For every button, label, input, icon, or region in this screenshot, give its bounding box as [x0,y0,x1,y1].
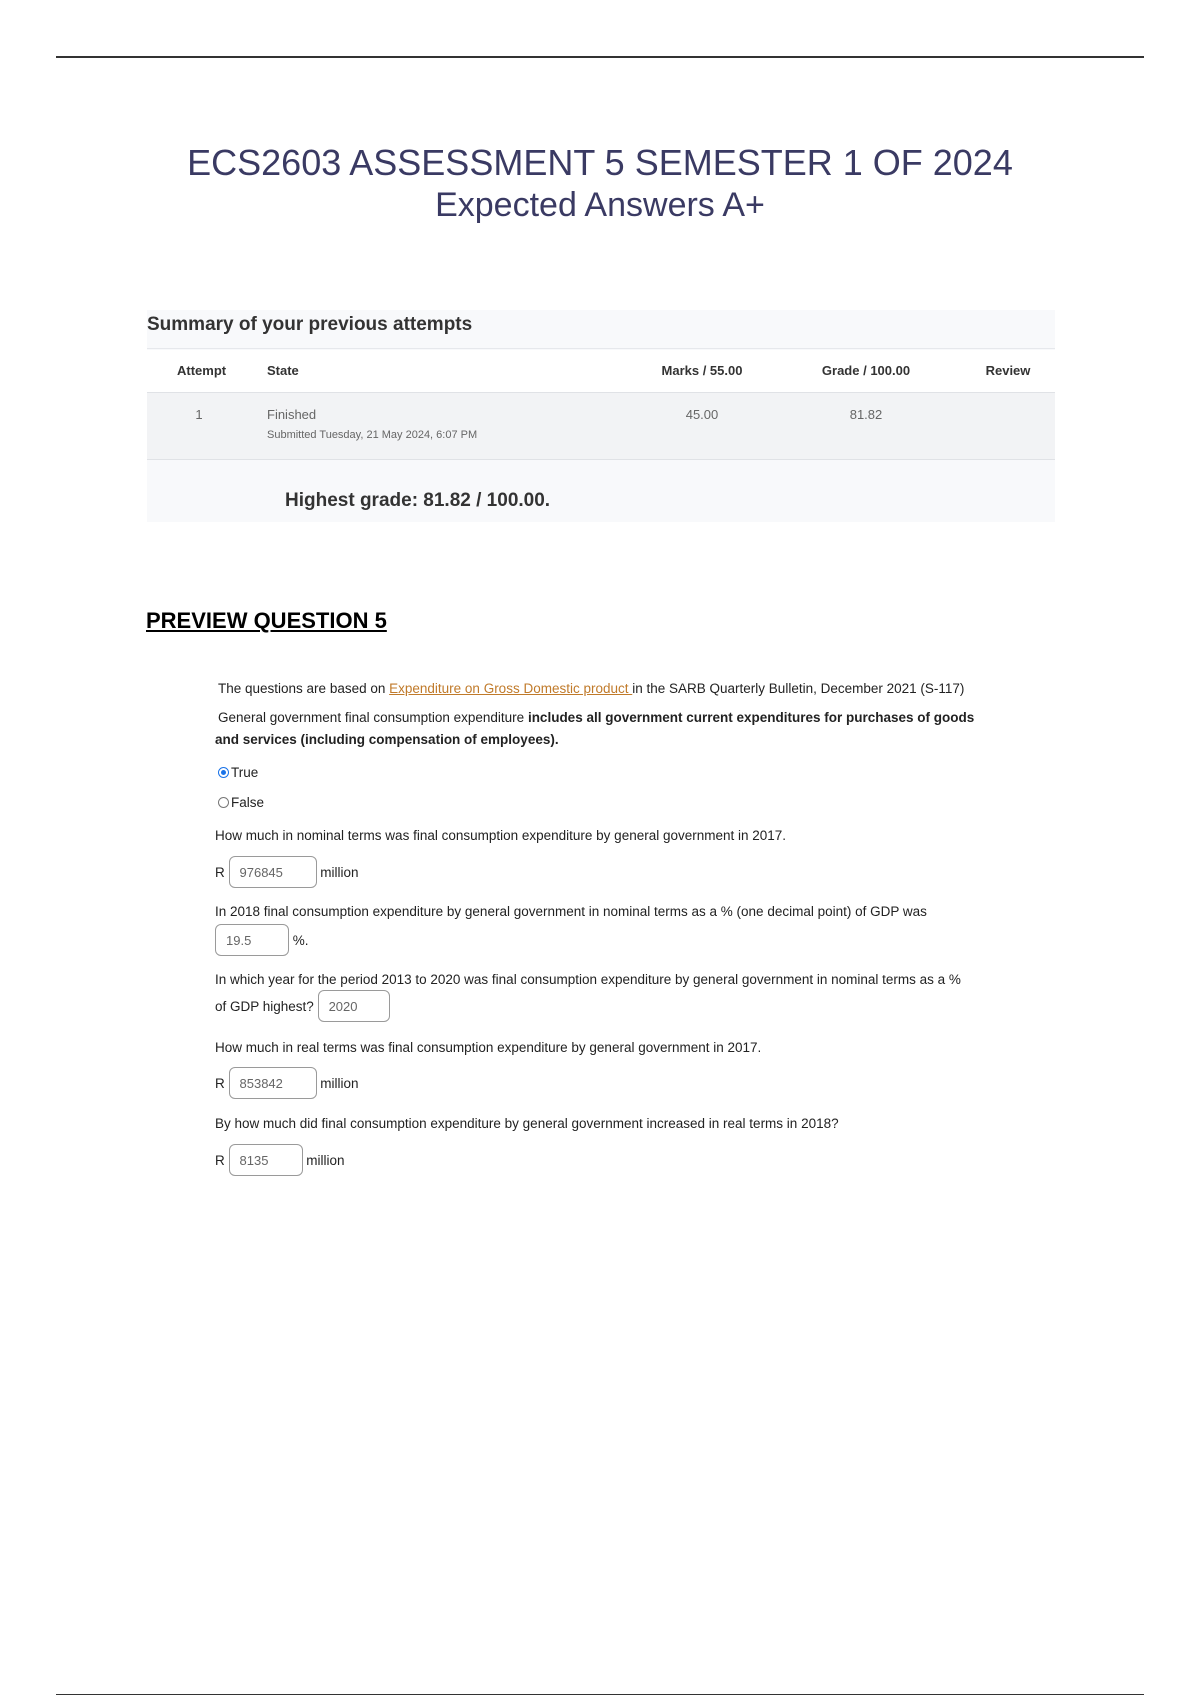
submitted-timestamp: Submitted Tuesday, 21 May 2024, 6:07 PM [267,429,478,441]
attempts-summary-panel [147,310,1055,522]
answer-2-input[interactable]: 19.5 [215,924,289,956]
question-5: By how much did final consumption expenditure by general government increased in real terms in 2018? [215,1116,839,1131]
answer-5-input[interactable]: 8135 [229,1144,303,1176]
attempt-grade: 81.82 [849,407,883,422]
divider [147,348,1055,349]
col-marks: Marks / 55.00 [661,363,743,378]
attempt-state: Finished [267,407,317,422]
currency-prefix: R [215,1152,225,1168]
question-4: How much in real terms was final consumption expenditure by general government in 2017. [215,1040,762,1055]
source-link[interactable]: Expenditure on Gross Domestic product [389,681,633,696]
question-3-line-1: In which year for the period 2013 to 2020 was final consumption expenditure by general government in nominal terms as a % [215,972,961,987]
question-1: How much in nominal terms was final consumption expenditure by general government in 2017. [215,828,787,843]
answer-5 [215,1144,345,1176]
question-2: In 2018 final consumption expenditure by general government in nominal terms as a % (one decimal point) of GDP was [215,904,927,919]
statement-line-1 [218,710,974,725]
answer-1-input[interactable]: 976845 [229,856,317,888]
option-true[interactable] [218,765,258,780]
unit-suffix: million [320,864,359,880]
answer-2 [215,924,309,956]
option-false-label: False [231,795,265,810]
preview-heading: PREVIEW QUESTION 5 [146,608,387,633]
percent-suffix: %. [292,932,309,948]
title-line-1: ECS2603 ASSESSMENT 5 SEMESTER 1 OF 2024 [187,142,1013,183]
col-state: State [267,363,299,378]
answer-3 [215,990,390,1022]
document-title [0,142,1200,226]
top-rule [56,56,1144,58]
answer-3-input[interactable]: 2020 [318,990,390,1022]
intro-source: in the SARB Quarterly Bulletin, December 2021 (S-117) [632,681,965,696]
table-header [147,350,1055,392]
statement-bold: includes all government current expenditures for purchases of goods [527,710,975,725]
question-intro [218,681,964,696]
unit-suffix: million [320,1075,359,1091]
currency-prefix: R [215,1075,225,1091]
attempt-marks: 45.00 [685,407,719,422]
answer-4-input[interactable]: 853842 [229,1067,317,1099]
bottom-rule [56,1694,1144,1695]
radio-unchecked-icon[interactable] [218,797,229,808]
option-true-label: True [231,765,259,780]
unit-suffix: million [306,1152,345,1168]
answer-1 [215,856,359,888]
table-row [147,392,1055,460]
option-false[interactable] [218,795,264,810]
statement-bold-cont: and services (including compensation of employees). [215,732,559,747]
statement-text: General government final consumption expenditure [218,710,528,725]
question-3-line-2: of GDP highest? [215,998,314,1014]
statement-line-2 [215,732,559,747]
intro-text: The questions are based on [218,681,390,696]
summary-heading: Summary of your previous attempts [147,314,473,335]
highest-grade: Highest grade: 81.82 / 100.00. [285,490,551,511]
col-review: Review [985,363,1031,378]
radio-checked-icon[interactable] [218,767,229,778]
col-grade: Grade / 100.00 [821,363,911,378]
attempt-number: 1 [195,407,203,422]
col-attempt: Attempt [177,363,227,378]
answer-4 [215,1067,359,1099]
currency-prefix: R [215,864,225,880]
title-line-2: Expected Answers A+ [435,186,765,224]
